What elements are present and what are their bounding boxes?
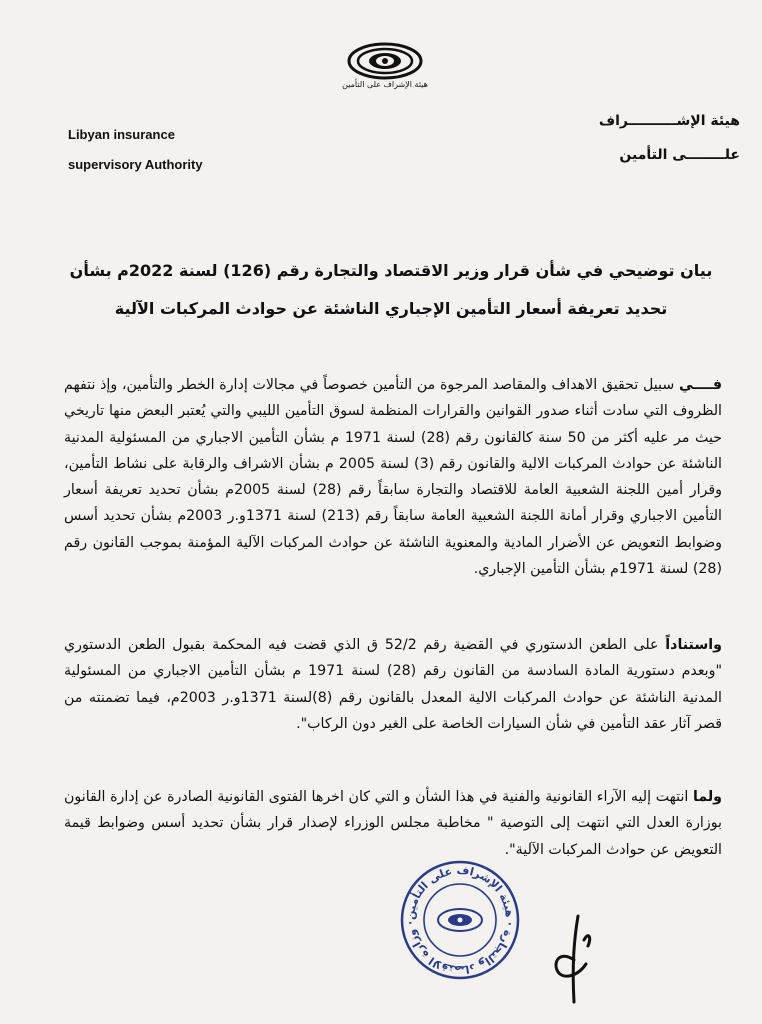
title-line2: تحديد تعريفة أسعار التأمين الإجباري الناشئة عن حوادث المركبات الآلية xyxy=(114,299,668,318)
paragraph-2-lead: واستناداً xyxy=(665,637,722,653)
signature xyxy=(548,910,596,1014)
document-title xyxy=(60,252,722,328)
title-line1: بيان توضيحي في شأن قرار وزير الاقتصاد والتجارة رقم (126) لسنة 2022م بشأن xyxy=(69,261,713,280)
paragraph-3 xyxy=(64,784,722,863)
authority-logo xyxy=(340,40,430,89)
paragraph-3-text: انتهت إليه الآراء القانونية والفنية في هذا الشأن و التي كان اخرها الفتوى القانونية الصادرة عن إدارة القانون بوزارة العدل التي انتهت إلى التوصية " مخاطبة مجلس الوزراء لإصدار قرار بشأن تحديد أسس وضوابط قيمة التعويض عن حوادث المركبات الآلية". xyxy=(64,789,722,858)
paragraph-2 xyxy=(64,632,722,737)
logo-caption: هيئة الإشراف على التأمين xyxy=(342,80,428,89)
paragraph-1 xyxy=(64,372,722,582)
official-stamp xyxy=(398,858,522,986)
org-name-en-line2: supervisory Authority xyxy=(68,157,203,172)
eye-logo-icon xyxy=(346,40,424,82)
paragraph-3-lead: ولما xyxy=(693,789,722,805)
org-name-english xyxy=(68,120,203,180)
paragraph-1-lead: فــــي xyxy=(678,377,722,393)
org-name-ar-line1: هيئة الإشــــــــــراف xyxy=(598,113,740,129)
stamp-outer-text: وزارة الاقتصاد والتجارة · هيئة الإشراف على التأمين · xyxy=(403,863,517,977)
org-name-en-line1: Libyan insurance xyxy=(68,127,175,142)
org-name-arabic xyxy=(540,104,740,172)
paragraph-1-text: سبيل تحقيق الاهداف والمقاصد المرجوة من التأمين خصوصاً في مجالات إدارة الخطر والتأمين، وإذ نتفهم الظروف التي سادت أثناء صدور القوانين والقرارات المنظمة لسوق التأمين الليبي والتي يُعتبر البعض منها تاريخي حيث مر عليه أكثر من 50 سنة كالقانون رقم (28) لسنة 1971 م بشأن التأمين الاجباري من المسئولية المدنية الناشئة عن حوادث المركبات الالية والقانون رقم (3) لسنة 2005 م بشأن الاشراف والرقابة على نشاط التأمين، وقرار أمين اللجنة الشعبية العامة للاقتصاد والتجارة سابقاً رقم (28) لسنة 2005م بشأن تحديد تعريفة أسعار التأمين الاجباري وقرار أمانة اللجنة الشعبية العامة سابقاً رقم (213) لسنة 1371و.ر 2003م بشأن تحديد أسس وضوابط التعويض عن الأضرار المادية والمعنوية الناشئة عن حوادث المركبات الآلية المؤمنة بموجب القانون رقم (28) لسنة 1971م بشأن التأمين الإجباري. xyxy=(64,377,722,578)
org-name-ar-line2: علــــــــى التأمين xyxy=(619,147,740,163)
paragraph-2-text: على الطعن الدستوري في القضية رقم 52/2 ق الذي قضت فيه المحكمة بقبول الطعن الدستوري "وبعدم دستورية المادة السادسة من القانون رقم (28) لسنة 1971 م بشأن التأمين الاجباري من المسئولية المدنية الناشئة عن حوادث المركبات الالية المعدل بالقانون رقم (8)لسنة 1371و.ر 2003م، فيما تضمنته من قصر آثار عقد التأمين في شأن السيارات الخاصة على الغير دون الركاب". xyxy=(64,637,723,732)
stamp-seal-icon xyxy=(398,858,522,982)
handwritten-signature-icon xyxy=(548,910,596,1010)
